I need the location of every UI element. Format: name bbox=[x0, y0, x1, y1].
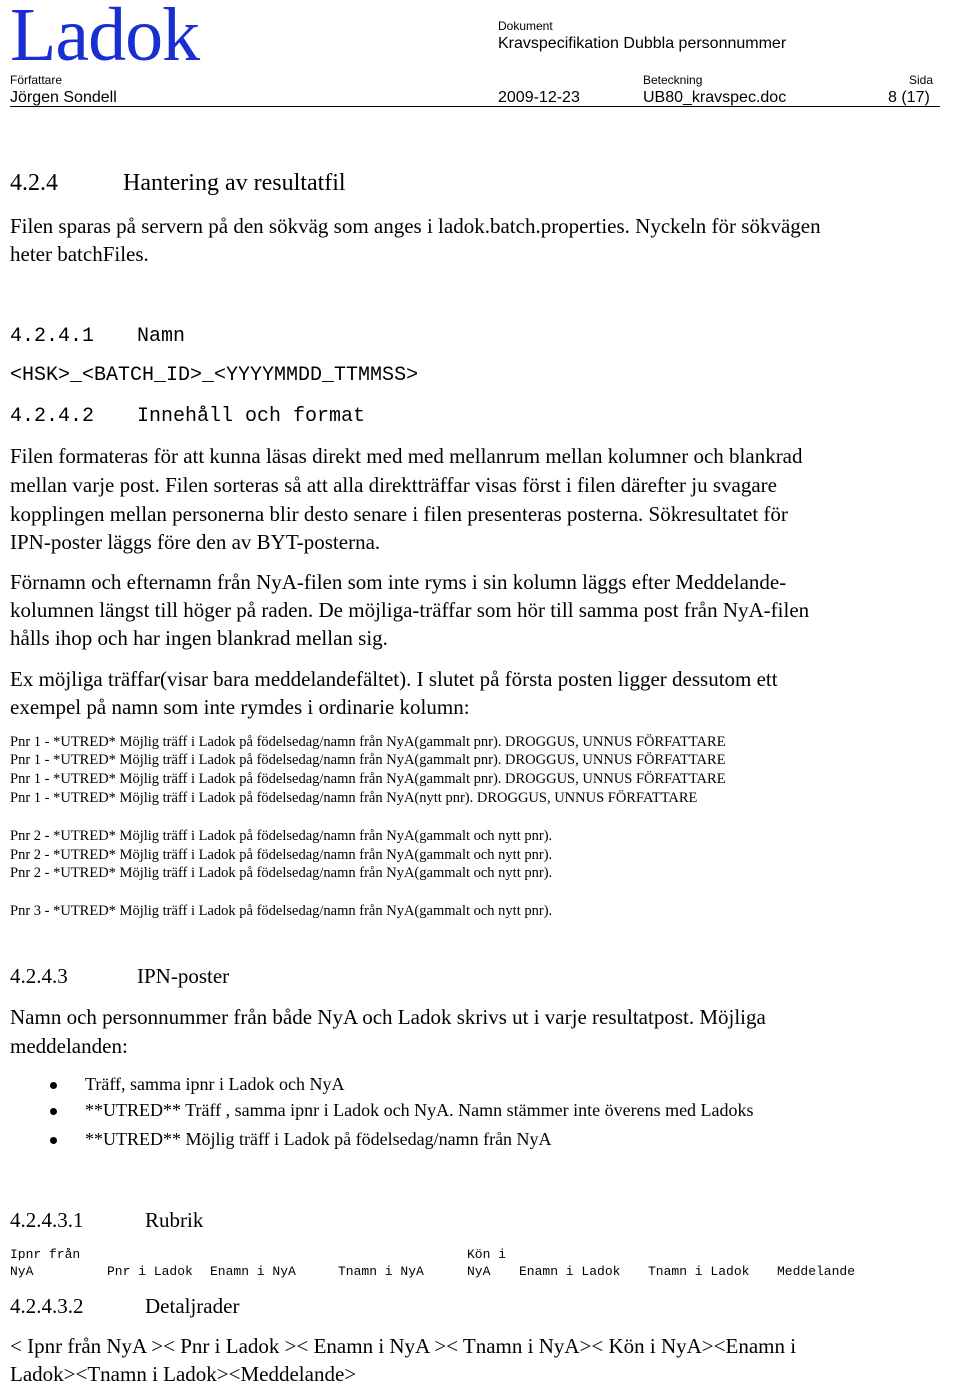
bullet-item: **UTRED** Träff , samma ipnr i Ladok och NyA. Namn stämmer inte överens med Ladoks bbox=[85, 1100, 754, 1120]
page-number: 8 (17) bbox=[888, 89, 930, 106]
example-line: Pnr 3 - *UTRED* Möjlig träff i Ladok på födelsedag/namn från NyA(gammalt och nytt pnr). bbox=[10, 903, 553, 919]
paragraph-line: hålls ihop och har ingen blankrad mellan sig. bbox=[10, 626, 388, 650]
section-424-title: Hantering av resultatfil bbox=[123, 170, 346, 196]
bullet-icon bbox=[50, 1082, 57, 1089]
section-4242-title: Innehåll och format bbox=[137, 405, 366, 428]
filename-pattern: <HSK>_<BATCH_ID>_<YYYYMMDD_TTMMSS> bbox=[10, 364, 419, 387]
section-4242-number: 4.2.4.2 bbox=[10, 405, 95, 428]
example-line: Pnr 1 - *UTRED* Möjlig träff i Ladok på födelsedag/namn från NyA(gammalt pnr). DROGGUS, UNNUS FÖRFATTARE bbox=[10, 771, 726, 787]
designation-value: UB80_kravspec.doc bbox=[643, 89, 787, 106]
table-header-cell: Meddelande bbox=[777, 1264, 856, 1279]
section-424-number: 4.2.4 bbox=[10, 170, 58, 196]
paragraph-line: Förnamn och efternamn från NyA-filen som inte ryms i sin kolumn läggs efter Meddelande- bbox=[10, 570, 787, 594]
paragraph-line: exempel på namn som inte rymdes i ordinarie kolumn: bbox=[10, 695, 470, 719]
document-title: Kravspecifikation Dubbla personnummer bbox=[498, 35, 787, 52]
table-header-cell: Enamn i NyA bbox=[210, 1264, 296, 1279]
paragraph-line: IPN-poster läggs före den av BYT-posterna. bbox=[10, 530, 381, 554]
table-header-cell: Tnamn i NyA bbox=[338, 1264, 424, 1279]
section-424-text-line: Filen sparas på servern på den sökväg som anges i ladok.batch.properties. Nyckeln för sökvägen bbox=[10, 214, 821, 238]
example-line: Pnr 2 - *UTRED* Möjlig träff i Ladok på födelsedag/namn från NyA(gammalt och nytt pnr). bbox=[10, 847, 553, 863]
paragraph-line: Ex möjliga träffar(visar bara meddelandefältet). I slutet på första posten ligger dessutom ett bbox=[10, 667, 778, 691]
bullet-item: Träff, samma ipnr i Ladok och NyA bbox=[85, 1074, 345, 1094]
document-label: Dokument bbox=[498, 19, 553, 33]
detail-row-format: < Ipnr från NyA >< Pnr i Ladok >< Enamn i NyA >< Tnamn i NyA>< Kön i NyA><Enamn i bbox=[10, 1334, 797, 1358]
detail-row-format: Ladok><Tnamn i Ladok><Meddelande> bbox=[10, 1362, 357, 1386]
page-label: Sida bbox=[909, 73, 934, 87]
ladok-logo: Ladok bbox=[10, 0, 200, 77]
bullet-icon bbox=[50, 1137, 57, 1144]
example-line: Pnr 1 - *UTRED* Möjlig träff i Ladok på födelsedag/namn från NyA(gammalt pnr). DROGGUS, UNNUS FÖRFATTARE bbox=[10, 752, 726, 768]
example-line: Pnr 2 - *UTRED* Möjlig träff i Ladok på födelsedag/namn från NyA(gammalt och nytt pnr). bbox=[10, 828, 553, 844]
paragraph-line: kolumnen längst till höger på raden. De möjliga-träffar som hör till samma post från NyA-filen bbox=[10, 598, 810, 622]
bullet-icon bbox=[50, 1108, 57, 1115]
section-4241-title: Namn bbox=[137, 325, 186, 348]
section-42432-title: Detaljrader bbox=[145, 1294, 240, 1318]
paragraph-line: Filen formateras för att kunna läsas direkt med med mellanrum mellan kolumner och blankrad bbox=[10, 444, 803, 468]
table-header-cell: NyA bbox=[467, 1264, 491, 1279]
section-4243-title: IPN-poster bbox=[137, 964, 230, 988]
example-line: Pnr 1 - *UTRED* Möjlig träff i Ladok på födelsedag/namn från NyA(nytt pnr). DROGGUS, UNNUS FÖRFATTARE bbox=[10, 790, 698, 806]
table-header-cell: Enamn i Ladok bbox=[519, 1264, 621, 1279]
paragraph-line: meddelanden: bbox=[10, 1034, 128, 1058]
section-4243-number: 4.2.4.3 bbox=[10, 964, 68, 988]
author-label: Författare bbox=[10, 73, 63, 87]
table-header-cell: Tnamn i Ladok bbox=[648, 1264, 750, 1279]
designation-label: Beteckning bbox=[643, 73, 703, 87]
section-42431-title: Rubrik bbox=[145, 1208, 204, 1232]
section-424-text-line: heter batchFiles. bbox=[10, 242, 149, 266]
author-name: Jörgen Sondell bbox=[10, 89, 117, 106]
table-header-cell: NyA bbox=[10, 1264, 34, 1279]
example-line: Pnr 1 - *UTRED* Möjlig träff i Ladok på födelsedag/namn från NyA(gammalt pnr). DROGGUS, UNNUS FÖRFATTARE bbox=[10, 734, 726, 750]
paragraph-line: mellan varje post. Filen sorteras så att alla direktträffar visas först i filen därefter ju svagare bbox=[10, 473, 777, 497]
table-header-cell: Pnr i Ladok bbox=[107, 1264, 193, 1279]
document-date: 2009-12-23 bbox=[498, 89, 580, 106]
example-line: Pnr 2 - *UTRED* Möjlig träff i Ladok på födelsedag/namn från NyA(gammalt och nytt pnr). bbox=[10, 865, 553, 881]
bullet-item: **UTRED** Möjlig träff i Ladok på födelsedag/namn från NyA bbox=[85, 1129, 552, 1149]
paragraph-line: Namn och personnummer från både NyA och Ladok skrivs ut i varje resultatpost. Möjliga bbox=[10, 1005, 766, 1029]
header-divider bbox=[10, 106, 940, 107]
table-header-cell: Ipnr från bbox=[10, 1247, 81, 1262]
section-4241-number: 4.2.4.1 bbox=[10, 325, 95, 348]
paragraph-line: kopplingen mellan personerna blir desto senare i filen presenteras posterna. Sökresultatet för bbox=[10, 502, 788, 526]
table-header-cell: Kön i bbox=[467, 1247, 507, 1262]
section-42432-number: 4.2.4.3.2 bbox=[10, 1294, 84, 1318]
section-42431-number: 4.2.4.3.1 bbox=[10, 1208, 84, 1232]
